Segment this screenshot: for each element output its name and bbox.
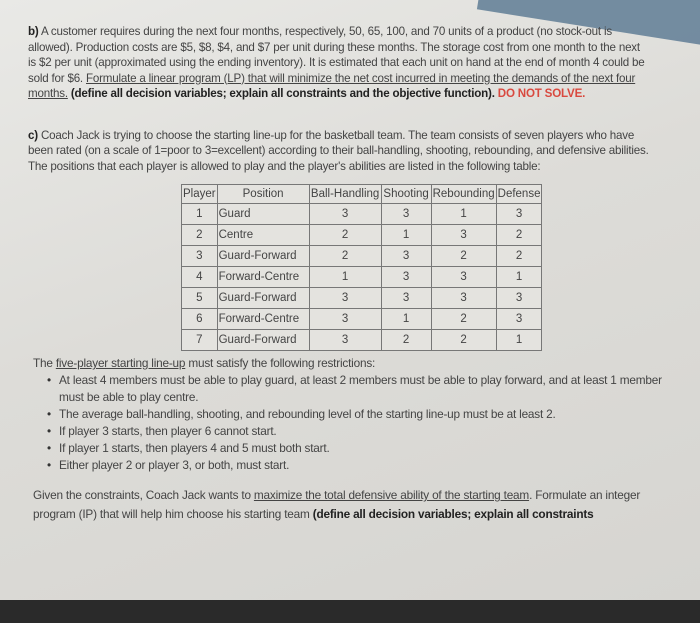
table-cell-shooting: 1 xyxy=(381,225,431,246)
table-cell-position: Guard-Forward xyxy=(217,288,309,309)
header-ball-handling: Ball-Handling xyxy=(309,185,381,204)
table-cell-defense: 2 xyxy=(496,225,542,246)
part-b-text: A customer requires during the next four months, respectively, 50, 65, 100, and 70 units of a product (no stock-out is allowed). Production costs are $5, $8, $4, and $7 per unit during these months. The storage cost from one month to the next is $2 per unit (approximated using the ending inventory). It is estimated that each unit on hand at the end of month 4 could be sold for $6. xyxy=(28,25,645,85)
table-cell-ball-handling: 2 xyxy=(309,225,381,246)
table-row xyxy=(182,288,542,309)
player-abilities-table xyxy=(181,184,542,351)
table-cell-player: 6 xyxy=(182,309,218,330)
table-cell-shooting: 3 xyxy=(381,246,431,267)
table-cell-ball-handling: 1 xyxy=(309,267,381,288)
table-cell-rebounding: 2 xyxy=(431,330,496,351)
header-player: Player xyxy=(182,185,218,204)
restrictions-section xyxy=(33,355,683,474)
table-cell-player: 7 xyxy=(182,330,218,351)
table-cell-ball-handling: 3 xyxy=(309,204,381,225)
table-row xyxy=(182,330,542,351)
table-cell-position: Centre xyxy=(217,225,309,246)
table-cell-position: Guard xyxy=(217,204,309,225)
table-cell-shooting: 3 xyxy=(381,204,431,225)
restrictions-intro xyxy=(33,355,683,372)
part-b-instructions: (define all decision variables; explain all constraints and the objective function). xyxy=(70,87,495,100)
table-cell-player: 3 xyxy=(182,246,218,267)
table-cell-rebounding: 2 xyxy=(431,246,496,267)
final-instructions: (define all decision variables; explain all constraints xyxy=(312,507,594,521)
table-row xyxy=(182,267,542,288)
table-cell-defense: 2 xyxy=(496,246,542,267)
table-cell-defense: 1 xyxy=(496,330,542,351)
table-row xyxy=(182,246,542,267)
restriction-item: • If player 3 starts, then player 6 cannot start. xyxy=(47,423,683,440)
restrictions-list xyxy=(47,372,683,474)
table-row xyxy=(182,309,542,330)
intro-underlined: five-player starting line-up xyxy=(55,356,186,370)
table-row xyxy=(182,225,542,246)
table-cell-defense: 3 xyxy=(496,204,542,225)
part-c-text: Coach Jack is trying to choose the starting line-up for the basketball team. The team consists of seven players who have been rated (on a scale of 1=poor to 3=excellent) according to their ball-handling, shooting, rebounding, and defensive abilities. The positions that each player is allowed to play and the player's abilities are listed in the following table: xyxy=(28,128,649,173)
restriction-item: • If player 1 starts, then players 4 and 5 must both start. xyxy=(47,440,683,457)
table-row xyxy=(182,204,542,225)
table-cell-rebounding: 1 xyxy=(431,204,496,225)
restriction-item: • Either player 2 or player 3, or both, must start. xyxy=(47,457,683,474)
header-rebounding: Rebounding xyxy=(431,185,496,204)
final-suffix: . Formulate an integer program (IP) that will help him choose his starting team xyxy=(33,488,641,521)
header-shooting: Shooting xyxy=(381,185,431,204)
table-cell-player: 5 xyxy=(182,288,218,309)
table-cell-position: Guard-Forward xyxy=(217,246,309,267)
table-cell-ball-handling: 2 xyxy=(309,246,381,267)
table-cell-shooting: 1 xyxy=(381,309,431,330)
table-cell-rebounding: 2 xyxy=(431,309,496,330)
part-b-paragraph xyxy=(28,24,648,102)
table-cell-defense: 1 xyxy=(496,267,542,288)
table-cell-position: Forward-Centre xyxy=(217,309,309,330)
table-cell-shooting: 3 xyxy=(381,288,431,309)
table-cell-shooting: 2 xyxy=(381,330,431,351)
table-cell-shooting: 3 xyxy=(381,267,431,288)
table-cell-ball-handling: 3 xyxy=(309,288,381,309)
table-header-row xyxy=(182,185,542,204)
final-prefix: Given the constraints, Coach Jack wants to xyxy=(33,488,251,502)
header-defense: Defense xyxy=(496,185,542,204)
table-cell-ball-handling: 3 xyxy=(309,330,381,351)
do-not-solve-warning: DO NOT SOLVE. xyxy=(497,87,586,100)
table-cell-player: 2 xyxy=(182,225,218,246)
part-c-paragraph xyxy=(28,128,658,175)
header-position: Position xyxy=(217,185,309,204)
final-objective: maximize the total defensive ability of the starting team xyxy=(253,488,530,502)
final-paragraph xyxy=(33,486,683,524)
intro-suffix: must satisfy the following restrictions: xyxy=(188,356,376,370)
table-cell-defense: 3 xyxy=(496,288,542,309)
table-cell-position: Guard-Forward xyxy=(217,330,309,351)
table-cell-rebounding: 3 xyxy=(431,267,496,288)
restriction-item: • The average ball-handling, shooting, and rebounding level of the starting line-up must be at least 2. xyxy=(47,406,683,423)
table-cell-player: 1 xyxy=(182,204,218,225)
table-cell-defense: 3 xyxy=(496,309,542,330)
part-c-label: c) xyxy=(28,128,38,142)
table-cell-ball-handling: 3 xyxy=(309,309,381,330)
intro-prefix: The xyxy=(33,356,53,370)
table-cell-player: 4 xyxy=(182,267,218,288)
restriction-item: • At least 4 members must be able to play guard, at least 2 members must be able to play forward, and at least 1 member must be able to play centre. xyxy=(47,372,683,406)
part-b-label: b) xyxy=(28,25,39,38)
table-cell-rebounding: 3 xyxy=(431,225,496,246)
table-cell-rebounding: 3 xyxy=(431,288,496,309)
part-b-task: Formulate a linear program (LP) that will minimize the net cost incurred in meeting the demands of the next four months. xyxy=(28,71,636,100)
table-cell-position: Forward-Centre xyxy=(217,267,309,288)
